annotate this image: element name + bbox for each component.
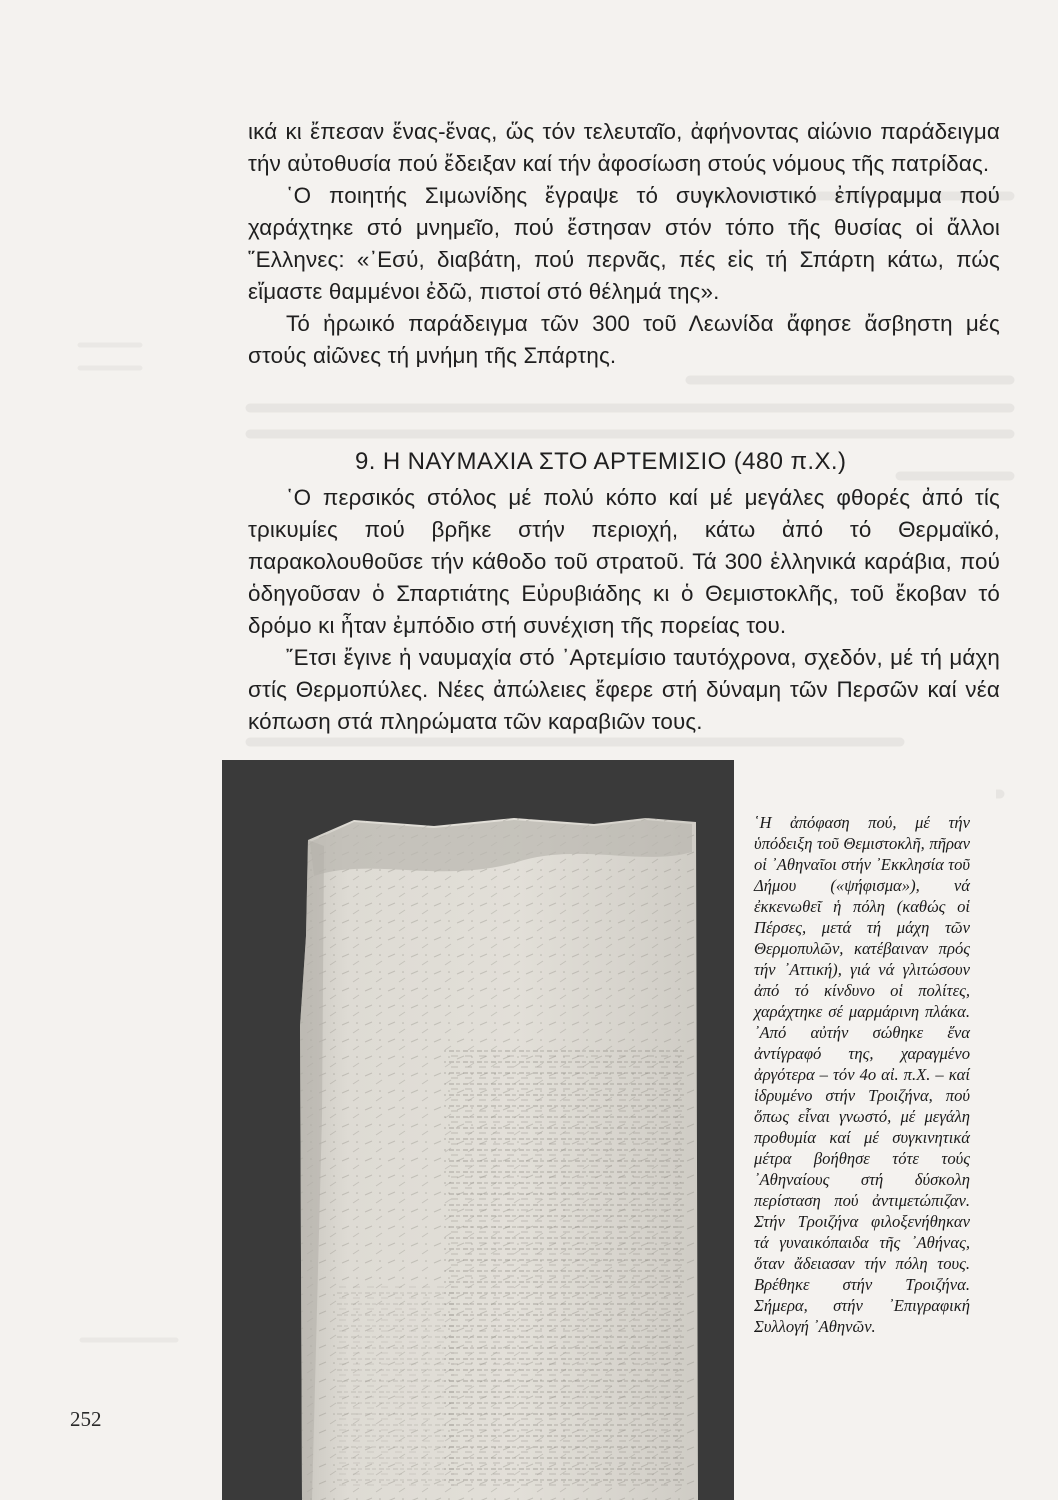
inscribed-marble-stele-photo <box>294 816 702 1500</box>
intro-paragraph-2: ῾Ο ποιητής Σιμωνίδης ἔγραψε τό συγκλονιστικό ἐπίγραμμα πού χαράχτηκε στό μνημεῖο, πού ἔστησαν στόν τόπο τῆς θυσίας οἱ ἄλλοι ῞Ελληνες: «᾿Εσύ, διαβάτη, πού περνᾶς, πές εἰς τή Σπάρτη κάτω, πώς εἴμαστε θαμμένοι ἐδῶ, πιστοί στό θέλημά της». <box>248 183 1000 304</box>
page-number: 252 <box>70 1407 102 1431</box>
section-heading: 9. Η ΝΑΥΜΑΧΙΑ ΣΤΟ ΑΡΤΕΜΙΣΙΟ (480 π.Χ.) <box>355 448 847 475</box>
section-paragraph-1: ῾Ο περσικός στόλος μέ πολύ κόπο καί μέ μεγάλες φθορές ἀπό τίς τρικυμίες πού βρῆκε στήν περιοχή, κάτω ἀπό τό Θερμαϊκό, παρακολουθοῦσε τήν κάθοδο τοῦ στρατοῦ. Τά 300 ἑλληνικά καράβια, πού ὁδηγοῦσαν ὁ Σπαρτιάτης Εὐρυβιάδης κι ὁ Θεμιστοκλῆς, τοῦ ἔκοβαν τό δρόμο κι ἦταν ἐμπόδιο στή συνέχιση τῆς πορείας του. <box>248 485 1000 638</box>
section-paragraph-2: ῎Ετσι ἔγινε ἡ ναυμαχία στό ᾿Αρτεμίσιο ταυτόχρονα, σχεδόν, μέ τή μάχη στίς Θερμοπύλες. Νέες ἀπώλειες ἔφερε στή δύναμη τῶν Περσῶν καί νέα κόπωση στά πληρώματα τῶν καραβιῶν τους. <box>248 645 1000 734</box>
intro-paragraph-3: Τό ἡρωικό παράδειγμα τῶν 300 τοῦ Λεωνίδα ἄφησε ἄσβηστη μές στούς αἰῶνες τή μνήμη τῆς Σπάρτης. <box>248 311 1000 368</box>
section-text-block <box>248 482 1000 738</box>
figure-caption: ῾Η ἀπόφαση πού, μέ τήν ὑπόδειξη τοῦ Θεμιστοκλῆ, πῆραν οἱ ᾿Αθηναῖοι στήν ᾿Εκκλησία τοῦ Δήμου («ψήφισμα»), νά ἐκκενωθεῖ ἡ πόλη (καθώς οἱ Πέρσες, μετά τή μάχη τῶν Θερμοπυλῶν, κατέβαιναν πρός τήν ᾿Αττική), γιά νά γλιτώσουν ἀπό τό κίνδυνο οἱ πολίτες, χαράχτηκε σέ μαρμάρινη πλάκα. ᾿Από αὐτήν σώθηκε ἕνα ἀντίγραφό της, χαραγμένο ἀργότερα – τόν 4ο αἰ. π.Χ. – καί ἱδρυμένο στήν Τροιζήνα, πού ὅπως εἶναι γνωστό, μέ μεγάλη προθυμία καί μέ συγκινητικά μέτρα βοήθησε τότε τούς ᾿Αθηναίους στή δύσκολη περίσταση πού ἀντιμετώπιζαν. Στήν Τροιζήνα φιλοξενήθηκαν τά γυναικόπαιδα τῆς ᾿Αθήνας, ὅταν ἄδειασαν τήν πόλη τους. Βρέθηκε στήν Τροιζήνα. Σήμερα, στήν ᾿Επιγραφική Συλλογή ᾿Αθηνῶν. <box>754 813 970 1336</box>
intro-text-block <box>248 116 1000 372</box>
intro-paragraph-1: ικά κι ἔπεσαν ἕνας-ἕνας, ὥς τόν τελευταῖο, ἀφήνοντας αἰώνιο παράδειγμα τήν αὐτοθυσία πού ἔδειξαν καί τήν ἀφοσίωση στούς νόμους τῆς πατρίδας. <box>248 119 1000 176</box>
